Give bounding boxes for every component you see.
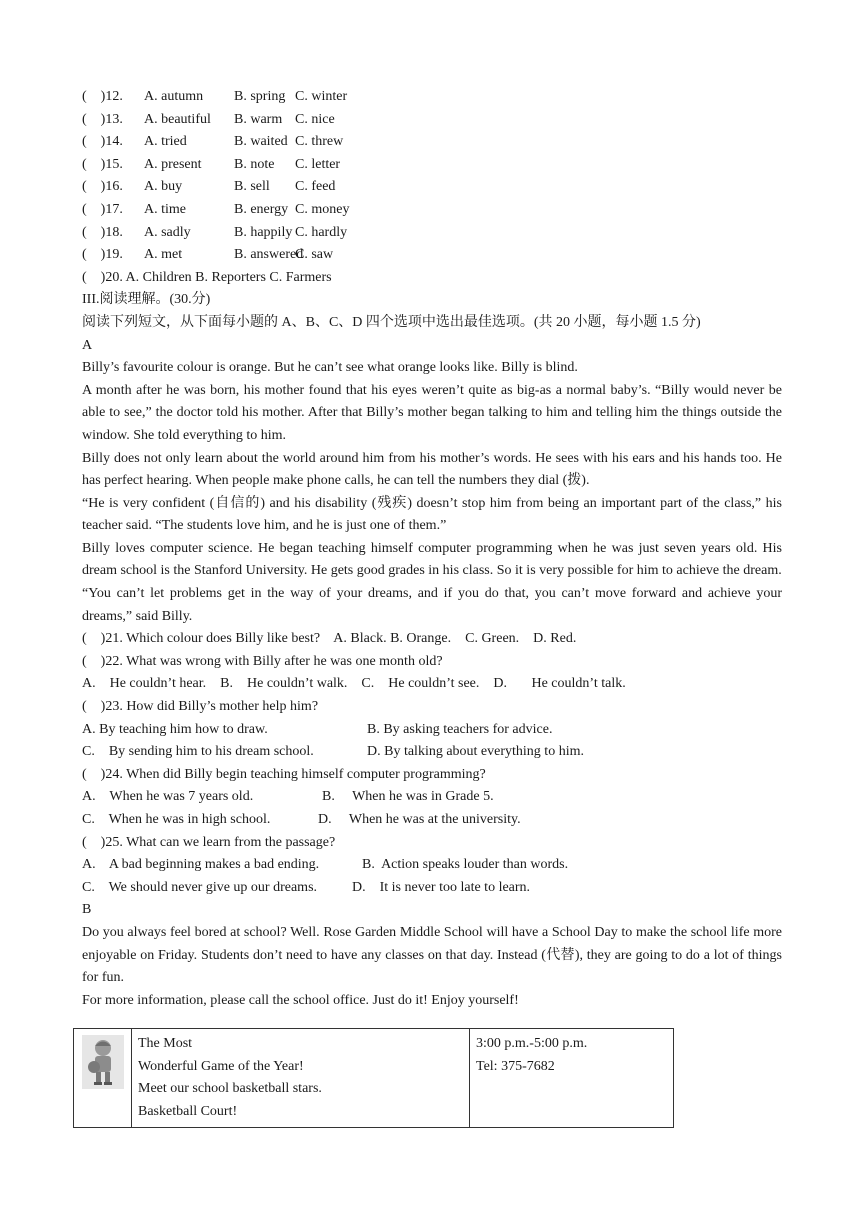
passage-a-paragraph: A month after he was born, his mother found that his eyes weren’t quite as big-as a normal baby’s. “Billy would never be able to see,” the doctor told his mother. After that Billy’s mother began talking to him and telling him the things outside the window. She told everything to him.: [82, 382, 782, 443]
cloze-option-row: [82, 176, 782, 199]
question-24-options-row1: [82, 786, 782, 809]
option-a: A. sadly: [144, 224, 191, 240]
question-number: ( )15.: [82, 156, 123, 172]
question-23-options-row1: [82, 719, 782, 742]
option-a: A. time: [144, 201, 186, 217]
question-number: ( )16.: [82, 179, 123, 195]
event-line: Wonderful Game of the Year!: [138, 1058, 304, 1074]
basketball-picture-cell: [74, 1029, 132, 1128]
passage-a-paragraph: “He is very confident (自信的) and his disability (残疾) doesn’t stop him from being an important part of the class,” his teacher said. “The students love him, and he is just one of them.”: [82, 495, 782, 534]
option-b: B. By asking teachers for advice.: [367, 721, 553, 737]
option-c: C. money: [295, 201, 350, 217]
option-a: A. A bad beginning makes a bad ending.: [82, 857, 320, 873]
option-c: C. threw: [295, 134, 344, 150]
option-a: A. tried: [144, 134, 187, 150]
option-a: A. When he was 7 years old.: [82, 789, 254, 805]
option-a: A. beautiful: [144, 111, 211, 127]
school-day-table: [73, 1028, 674, 1128]
question-number: ( )12.: [82, 89, 123, 104]
option-c: C. hardly: [295, 224, 348, 240]
option-c: C. We should never give up our dreams.: [82, 879, 318, 895]
event-time-cell: [470, 1029, 674, 1128]
cloze-options-list: [82, 86, 782, 267]
basketball-player-icon: [82, 1035, 124, 1089]
option-d: D. By talking about everything to him.: [367, 744, 584, 760]
cloze-option-row: [82, 86, 782, 109]
option-a: A. By teaching him how to draw.: [82, 721, 268, 737]
option-b: B. Action speaks louder than words.: [362, 857, 569, 873]
question-23: ( )23. How did Billy’s mother help him?: [82, 699, 319, 715]
option-b: B. answered: [234, 247, 304, 263]
passage-a-paragraph: “You can’t let problems get in the way of your dreams, and if you do that, you can’t move forward and achieve your dreams,” said Billy.: [82, 586, 782, 624]
option-c: C. nice: [295, 111, 335, 127]
question-24-options-row2: [82, 809, 782, 832]
question-number: ( )19.: [82, 247, 123, 263]
option-a: A. buy: [144, 179, 183, 195]
question-number: ( )17.: [82, 201, 123, 217]
passage-a-paragraph: Billy loves computer science. He began teaching himself computer programming when he was just seven years old. His dream school is the Stanford University. He gets good grades in his class. So it is very possible for him to achieve the dream.: [82, 540, 782, 579]
cloze-option-row: [82, 154, 782, 177]
event-line: The Most: [138, 1036, 193, 1051]
option-d: D. When he was at the university.: [318, 812, 521, 827]
option-a: A. present: [144, 156, 202, 172]
exam-page: [82, 86, 782, 1012]
question-25-options-row2: [82, 877, 782, 900]
cloze-option-row: [82, 244, 782, 267]
option-b: B. waited: [234, 134, 288, 150]
question-22: ( )22. What was wrong with Billy after he was one month old?: [82, 653, 443, 669]
event-description-cell: [132, 1029, 470, 1128]
option-d: D. It is never too late to learn.: [352, 879, 531, 895]
passage-b-paragraph: For more information, please call the school office. Just do it! Enjoy yourself!: [82, 992, 519, 1008]
question-22-options: A. He couldn’t hear. B. He couldn’t walk. C. He couldn’t see. D. He couldn’t talk.: [82, 676, 626, 692]
cloze-option-row: [82, 109, 782, 132]
passage-a-paragraph: Billy does not only learn about the world around him from his mother’s words. He sees with his ears and his hands too. He has perfect hearing. When people make phone calls, he can tell the numbers they dial (拨).: [82, 450, 782, 489]
question-20: ( )20. A. Children B. Reporters C. Farmers: [82, 269, 332, 285]
option-c: C. When he was in high school.: [82, 812, 271, 827]
question-23-options-row2: [82, 741, 782, 764]
option-a: A. met: [144, 247, 183, 263]
question-24: ( )24. When did Billy begin teaching himself computer programming?: [82, 766, 486, 782]
question-number: ( )18.: [82, 224, 123, 240]
cloze-option-row: [82, 199, 782, 222]
option-b: B. spring: [234, 89, 286, 104]
question-number: ( )14.: [82, 134, 123, 150]
passage-b-paragraph: Do you always feel bored at school? Well. Rose Garden Middle School will have a School Day to make the school life more enjoyable on Friday. Students don’t need to have any classes on that day. Instead (代替), they are going to do a lot of things for fun.: [82, 924, 782, 986]
option-b: B. note: [234, 156, 275, 172]
question-25-options-row1: [82, 854, 782, 877]
cloze-option-row: [82, 222, 782, 245]
cloze-option-row: [82, 131, 782, 154]
event-time: 3:00 p.m.-5:00 p.m.: [476, 1036, 588, 1051]
event-line: Basketball Court!: [138, 1103, 238, 1119]
option-b: B. happily: [234, 224, 293, 240]
option-c: C. By sending him to his dream school.: [82, 744, 314, 760]
instruction: 阅读下列短文，从下面每小题的 A、B、C、D 四个选项中选出最佳选项。(共 20 小题，每小题 1.5 分): [82, 314, 701, 330]
option-a: A. autumn: [144, 89, 204, 104]
question-25: ( )25. What can we learn from the passage?: [82, 834, 336, 850]
option-c: C. letter: [295, 156, 341, 172]
question-21: ( )21. Which colour does Billy like best? A. Black. B. Orange. C. Green. D. Red.: [82, 631, 577, 647]
passage-a-paragraph: Billy’s favourite colour is orange. But he can’t see what orange looks like. Billy is blind.: [82, 360, 578, 376]
event-line: Meet our school basketball stars.: [138, 1081, 322, 1097]
option-c: C. saw: [295, 247, 334, 263]
passage-a-label: A: [82, 337, 93, 353]
option-b: B. When he was in Grade 5.: [322, 789, 494, 805]
event-phone: Tel: 375-7682: [476, 1058, 555, 1074]
option-b: B. warm: [234, 111, 283, 127]
passage-b-label: B: [82, 902, 92, 918]
question-number: ( )13.: [82, 111, 123, 127]
section-title: III.阅读理解。(30.分): [82, 292, 211, 308]
option-b: B. energy: [234, 201, 289, 217]
option-c: C. feed: [295, 179, 336, 195]
option-c: C. winter: [295, 89, 348, 104]
option-b: B. sell: [234, 179, 270, 195]
